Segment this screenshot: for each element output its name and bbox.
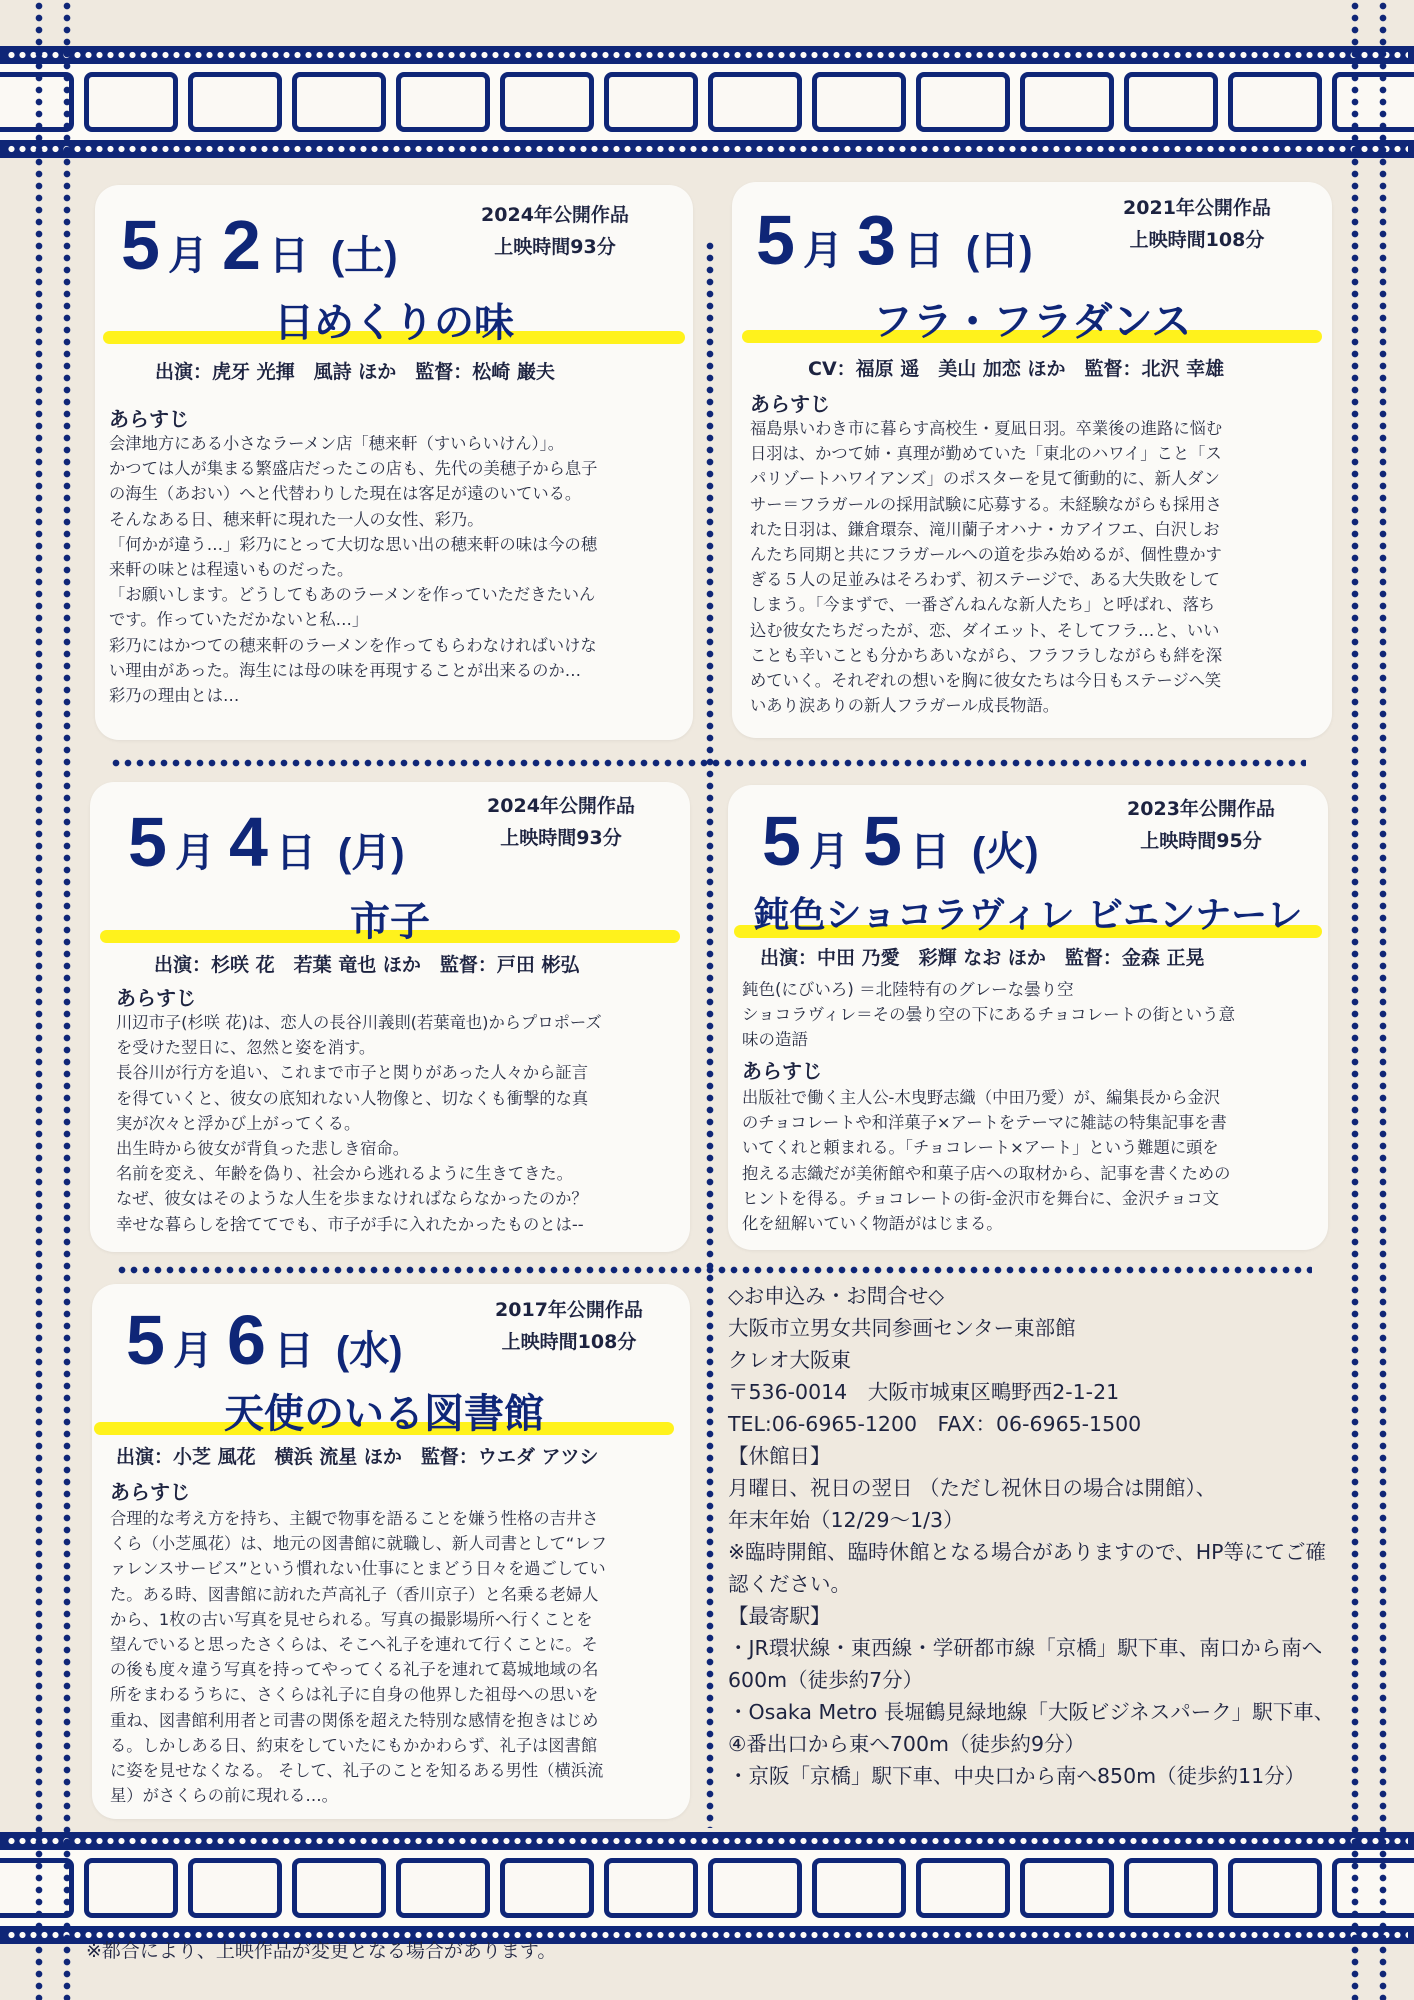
footer-note: ※都合により、上映作品が変更となる場合があります。: [86, 1940, 557, 1962]
border-dots-left-outer: [34, 0, 44, 2000]
contact-heading: ◇お申込み・お問合せ◇: [728, 1284, 945, 1308]
movie-title: 鈍色ショコラヴィレ ビエンナーレ: [753, 895, 1303, 936]
contact-org-alias: クレオ大阪東: [728, 1348, 851, 1372]
movie-title: フラ・フラダンス: [872, 299, 1192, 345]
screening-date: 5 月 5 日 (火): [762, 802, 1039, 880]
release-info: [464, 1294, 674, 1358]
screening-date: 5 月 6 日 (水): [126, 1301, 403, 1379]
separator-vertical: [706, 240, 714, 1828]
synopsis-heading: あらすじ: [742, 1059, 822, 1083]
synopsis-text: 川辺市子(杉咲 花)は、恋人の長谷川義則(若葉竜也)からプロポーズ を受けた翌日に、忽然と姿を消す。 長谷川が行方を追い、これまで市子と関りがあった人々から証言 を得ていくと、彼女の底知れない人物像と、切なくも衝撃的な真 実が次々と浮かび上がってくる。 出生時から彼女が背負った悲しき宿命。 名前を変え、年齢を偽り、社会から逃れるように生きてきた。 なぜ、彼女はそのような人生を歩まなければならなかったのか？ 幸せな暮らしを捨ててでも、市子が手に入れたかったものとは--: [116, 1013, 602, 1234]
release-year: 2023年公開作品: [1127, 798, 1275, 820]
runtime: 上映時間95分: [1140, 830, 1262, 852]
screening-date: 5 月 4 日 (月): [128, 803, 405, 881]
runtime: 上映時間93分: [500, 827, 622, 849]
release-year: 2024年公開作品: [481, 204, 629, 226]
closed-days-2: 年末年始（12/29～1/3）: [728, 1508, 964, 1532]
release-info: [1092, 192, 1302, 256]
closed-days-1: 月曜日、祝日の翌日 （ただし祝休日の場合は開館）、: [728, 1476, 1217, 1500]
movie-card-may-6: [92, 1284, 690, 1819]
border-dots-left-inner: [62, 0, 72, 2000]
release-year: 2021年公開作品: [1123, 197, 1271, 219]
release-year: 2017年公開作品: [495, 1299, 643, 1321]
contact-phone: TEL:06-6965-1200 FAX：06-6965-1500: [728, 1412, 1142, 1436]
closed-days-note: ※臨時開館、臨時休館となる場合がありますので、HP等にてご確認ください。: [728, 1540, 1327, 1596]
station-heading: 【最寄駅】: [728, 1604, 831, 1628]
film-strip-top: [0, 46, 1414, 158]
contact-info: [728, 1280, 1342, 1792]
cast-credits: 出演：杉咲 花 若葉 竜也 ほか 監督：戸田 彬弘: [154, 954, 580, 976]
runtime: 上映時間108分: [501, 1331, 637, 1353]
runtime: 上映時間108分: [1129, 229, 1265, 251]
release-info: [445, 199, 665, 263]
release-year: 2024年公開作品: [487, 795, 635, 817]
movie-title: 市子: [350, 899, 430, 945]
cast-credits: 出演：小芝 風花 横浜 流星 ほか 監督：ウエダ アツシ: [116, 1446, 599, 1468]
synopsis-heading: あらすじ: [110, 1480, 190, 1504]
screening-date: 5 月 2 日 (土): [121, 206, 398, 284]
cast-credits: 出演：中田 乃愛 彩輝 なお ほか 監督：金森 正晃: [760, 947, 1205, 969]
station-keihan: ・京阪「京橋」駅下車、中央口から南へ850m（徒歩約11分）: [728, 1764, 1306, 1788]
synopsis-text: 出版社で働く主人公-木曳野志織（中田乃愛）が、編集長から金沢 のチョコレートや和洋菓子×アートをテーマに雑誌の特集記事を書 いてくれと頼まれる。「チョコレート×アート」という難題に頭を 抱える志織だが美術館や和菓子店への取材から、記事を書くための ヒントを得る。チョコレートの街-金沢市を舞台に、金沢チョコ文 化を紐解いていく物語がはじまる。: [742, 1088, 1231, 1234]
synopsis-heading: あらすじ: [116, 986, 196, 1010]
synopsis-heading: あらすじ: [750, 392, 830, 416]
synopsis-text: 合理的な考え方を持ち、主観で物事を語ることを嫌う性格の吉井さ くら（小芝風花）は、地元の図書館に就職し、新人司書として“レフ ァレンスサービス”という慣れない仕事にとまどう日々を過ごしてい た。ある時、図書館に訪れた芦高礼子（香川京子）と名乗る老婦人 から、1枚の古い写真を見せられる。写真の撮影場所へ行くことを 望んでいると思ったさくらは、そこへ礼子を連れて行くことに。そ の後も度々違う写真を持ってやってくる礼子を連れて葛城地域の名 所をまわるうちに、さくらは礼子に自身の他界した祖母への思いを 重ね、図書館利用者と司書の関係を超えた特別な感情を抱きはじめ る。しかしある日、約束をしていたにもかかわらず、礼子は図書館 に姿を見せなくなる。 そして、礼子のことを知るある男性（横浜流 星）がさくらの前に現れる…。: [110, 1509, 607, 1806]
station-jr: ・JR環状線・東西線・学研都市線「京橋」駅下車、南口から南へ600m（徒歩約7分）: [728, 1636, 1323, 1692]
border-dots-right-outer: [1378, 0, 1388, 2000]
movie-title: 天使のいる図書館: [224, 1391, 544, 1437]
release-info: [456, 790, 666, 854]
border-dots-right-inner: [1350, 0, 1360, 2000]
contact-address: 〒536-0014 大阪市城東区鴫野西2-1-21: [728, 1380, 1120, 1404]
movie-card-may-5: [728, 785, 1328, 1250]
synopsis-text: 会津地方にある小さなラーメン店「穂来軒（すいらいけん）」。 かつては人が集まる繁盛店だったこの店も、先代の美穂子から息子 の海生（あおい）へと代替わりした現在は客足が遠のいている。 そんなある日、穂来軒に現れた一人の女性、彩乃。 「何かが違う…」彩乃にとって大切な思い出の穂来軒の味は今の穂 来軒の味とは程遠いものだった。 「お願いします。どうしてもあのラーメンを作っていただきたいん です。作っていただかないと私…」 彩乃にはかつての穂来軒のラーメンを作ってもらわなければいけな い理由があった。海生には母の味を再現することが出来るのか… 彩乃の理由とは…: [109, 434, 598, 706]
runtime: 上映時間93分: [494, 236, 616, 258]
movie-card-may-4: [90, 782, 690, 1252]
screening-date: 5 月 3 日 (日): [756, 201, 1033, 279]
station-metro: ・Osaka Metro 長堀鶴見緑地線「大阪ビジネスパーク」駅下車、④番出口から東へ700m（徒歩約9分）: [728, 1700, 1335, 1756]
movie-title: 日めくりの味: [274, 300, 514, 346]
release-info: [1096, 793, 1306, 857]
title-note: 鈍色(にびいろ) ＝北陸特有のグレーな曇り空 ショコラヴィレ＝その曇り空の下にあるチョコレートの街という意 味の造語: [742, 980, 1236, 1049]
separator-horizontal-2: [116, 1266, 1312, 1274]
film-strip-bottom: [0, 1832, 1414, 1944]
synopsis-heading: あらすじ: [109, 407, 189, 431]
cast-credits: CV：福原 遥 美山 加恋 ほか 監督：北沢 幸雄: [808, 358, 1225, 380]
closed-days-heading: 【休館日】: [728, 1444, 831, 1468]
synopsis-text: 福島県いわき市に暮らす高校生・夏凪日羽。卒業後の進路に悩む 日羽は、かつて姉・真理が勤めていた「東北のハワイ」こと「ス パリゾートハワイアンズ」のポスターを見て衝動的に、新人ダン サー＝フラガールの採用試験に応募する。未経験ながらも採用さ れた日羽は、鎌倉環奈、滝川蘭子オハナ・カアイフエ、白沢しお んたち同期と共にフラガールへの道を歩み始めるが、個性豊かす ぎる５人の足並みはそろわず、初ステージで、ある大失敗をして しまう。「今まずで、一番ざんねんな新人たち」と呼ばれ、落ち 込む彼女たちだったが、恋、ダイエット、そしてフラ…と、いい ことも辛いことも分かちあいながら、フラフラしながらも絆を深 めていく。それぞれの想いを胸に彼女たちは今日もステージへ笑 いあり涙ありの新人フラガール成長物語。: [750, 419, 1223, 716]
contact-org: 大阪市立男女共同参画センター東部館: [728, 1316, 1076, 1340]
cast-credits: 出演：虎牙 光揮 風詩 ほか 監督：松崎 巌夫: [155, 361, 555, 383]
movie-card-may-2: [95, 185, 693, 740]
movie-card-may-3: [732, 182, 1332, 738]
